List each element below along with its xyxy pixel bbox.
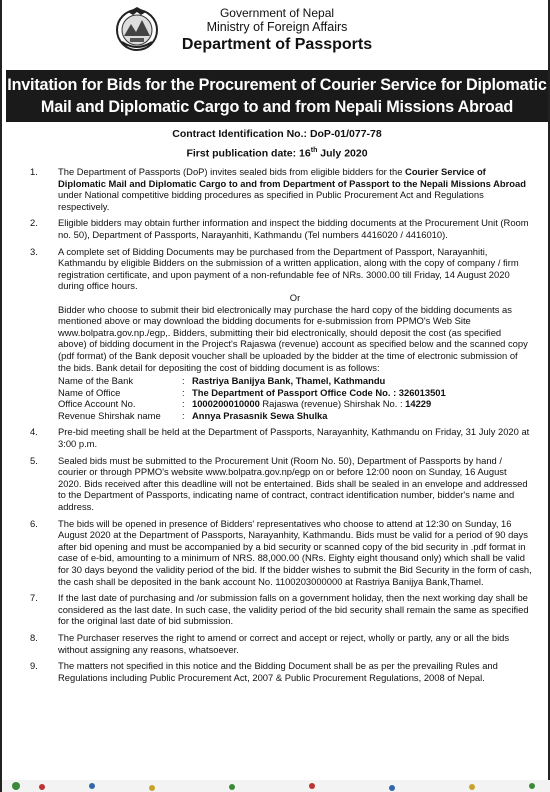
bank-row-account: [58, 398, 532, 410]
publication-date: [2, 147, 550, 160]
letterhead: [2, 4, 550, 55]
clause-text-bold: Courier Service of Diplomatic Mail and Diplomatic Cargo to and from Department of Passport to the Nepali Missions Abroad: [58, 166, 526, 189]
clause-number: 2.: [30, 217, 38, 229]
clause-text: If the last date of purchasing and /or submission falls on a government holiday, then the next working day shall be considered as the last date. In such case, the validity period of the bid security shall remain the same as specified for the original last date of bid submission.: [58, 592, 529, 627]
clause-9: [24, 660, 532, 683]
notice-title-line-2: Mail and Diplomatic Cargo to and from Nepali Missions Abroad: [40, 98, 514, 116]
clause-text-part: under National competitive bidding procedures as specified in Public Procurement Act and Regulations respectively.: [58, 189, 484, 212]
department-name: Department of Passports: [181, 36, 373, 53]
clause-number: 8.: [30, 631, 38, 643]
bank-value: The Department of Passport Office Code No. : 326013501: [192, 386, 446, 398]
ministry-name: Ministry of Foreign Affairs: [206, 20, 348, 34]
clause-number: 3.: [30, 245, 38, 257]
contract-id-value: DoP-01/077-78: [309, 128, 382, 140]
clause-text: Pre-bid meeting shall be held at the Department of Passports, Narayanhity, Kathmandu on Friday, 31 July 2020 at 3:00 p.m.: [58, 426, 530, 450]
clause-6: [24, 518, 532, 588]
notice-clauses: [24, 166, 532, 688]
bank-colon: :: [182, 409, 185, 421]
clause-text: The matters not specified in this notice and the Bidding Document shall be as per the prevailing Rules and Regulations including Public Procurement Act, 2007 & Public Procurement Regulations, 2008 of Nepal.: [58, 660, 498, 683]
publication-date-label: First publication date: 16: [186, 147, 311, 160]
bank-key: Name of Office: [58, 386, 121, 398]
clause-number: 5.: [30, 454, 38, 466]
contract-id-label: Contract Identification No.:: [172, 128, 310, 140]
clause-1: [24, 166, 532, 212]
publication-date-rest: July 2020: [317, 147, 368, 160]
clause-4: [24, 426, 532, 449]
bank-details: [58, 375, 532, 421]
clause-text: Sealed bids must be submitted to the Procurement Unit (Room No. 50), Department of Passports by hand / courier or through PPMO's website www.bolpatra.gov.np/egp on or before 12:00 noon on Sunday, 16 August 2020. Bids received after this deadline will not be entertained. Bids shall be sealed in an envelope and addressed to the Department of Passports, indicating name of contract, contract identification number, bidder's name and address.: [58, 454, 528, 513]
shirshak-number: 14229: [405, 398, 432, 410]
bank-colon: :: [182, 375, 185, 387]
account-number: 1000200010000: [192, 398, 260, 410]
bank-key: Revenue Shirshak name: [58, 409, 161, 421]
clause-7: [24, 592, 532, 627]
government-name: Government of Nepal: [219, 6, 335, 20]
bank-row-office: [58, 387, 532, 399]
bank-value: [192, 398, 532, 410]
clause-3: [24, 246, 532, 422]
publication-date-suffix: th: [310, 147, 318, 154]
bank-colon: :: [182, 398, 185, 410]
clause-text-part: The Department of Passports (DoP) invites sealed bids from eligible bidders for the: [58, 166, 406, 177]
notice-title-line-1: Invitation for Bids for the Procurement of Courier Service for Diplomatic: [7, 76, 547, 94]
bank-key: Office Account No.: [58, 398, 136, 410]
clause-text: [58, 166, 532, 212]
clause-number: 1.: [30, 166, 38, 177]
clause-number: 4.: [30, 426, 38, 438]
bank-row-name: [58, 375, 532, 387]
bank-value: Annya Prasasnik Sewa Shulka: [192, 409, 328, 421]
clause-number: 7.: [30, 592, 38, 604]
clause-text: The bids will be opened in presence of Bidders' representatives who choose to attend at 12:30 on Sunday, 16 August 2020 at the Department of Passports, Narayanhity, Kathmandu. Bids must be valid for a period of 90 days after bid opening and must be accompanied by a bid security or scanned copy of the bid security in .pdf format in case of e-bid, amounting to a minimum of NRS. 88,000.00 (NRs. Eighty eight thousand only) which shall be valid for 30 days beyond the validity period of the bid. If the bidder wishes to submit the Bid Security in the form of cash, the cash shall be deposited in the bank account No. 1100203000000 at Rastriya Banijya Bank,Thamel.: [58, 517, 532, 587]
clause-text: A complete set of Bidding Documents may be purchased from the Department of Passport, Narayanhiti, Kathmandu by eligible Bidders on the submission of a written application, along with the copy of company / firm registration certificate, and upon payment of a non-refundable fee of NRs. 3000.00 till Friday, 14 August 2020 during office hours.: [58, 245, 519, 292]
clause-number: 9.: [30, 660, 38, 672]
notice-title-banner: [6, 70, 548, 122]
clause-5: [24, 455, 532, 513]
clause-text: The Purchaser reserves the right to amend or correct and accept or reject, wholly or partly, any or all the bids without assigning any reasons, whatsoever.: [58, 631, 510, 655]
bank-key: Name of the Bank: [58, 375, 134, 387]
bank-row-revenue: [58, 410, 532, 422]
clause-text: Eligible bidders may obtain further information and inspect the bidding documents at the Procurement Unit (Room no. 50), Department of Passports, Narayanhiti, Kathmandu (Tel numbers 4416020 / 4416010).: [58, 217, 529, 240]
clause-8: [24, 632, 532, 655]
bank-colon: :: [182, 386, 185, 398]
contract-id: [2, 128, 550, 140]
scan-edge-decoration: [2, 772, 550, 792]
shirshak-label: Rajaswa (revenue) Shirshak No. :: [259, 398, 406, 410]
clause-text-electronic: Bidder who choose to submit their bid electronically may purchase the hard copy of the bidding documents as mentioned above or may download the bidding documents for e-submission from PPMO's Web Site www.bolpatra.gov.np./egp,. Bidders, submitting their bid electronically, should deposit the cost (as specified above) of bidding document in the Project's Rajaswa (revenue) account as specified below and the scanned copy (pdf format) of the Bank deposit voucher shall be uploaded by the bidder at the time of electronic submission of the bids. Bank detail for depositing the cost of bidding document is as follows:: [58, 303, 528, 373]
clause-2: [24, 217, 532, 240]
clause-number: 6.: [30, 517, 38, 529]
bank-value: Rastriya Banijya Bank, Thamel, Kathmandu: [192, 375, 386, 387]
or-separator: Or: [289, 291, 301, 303]
